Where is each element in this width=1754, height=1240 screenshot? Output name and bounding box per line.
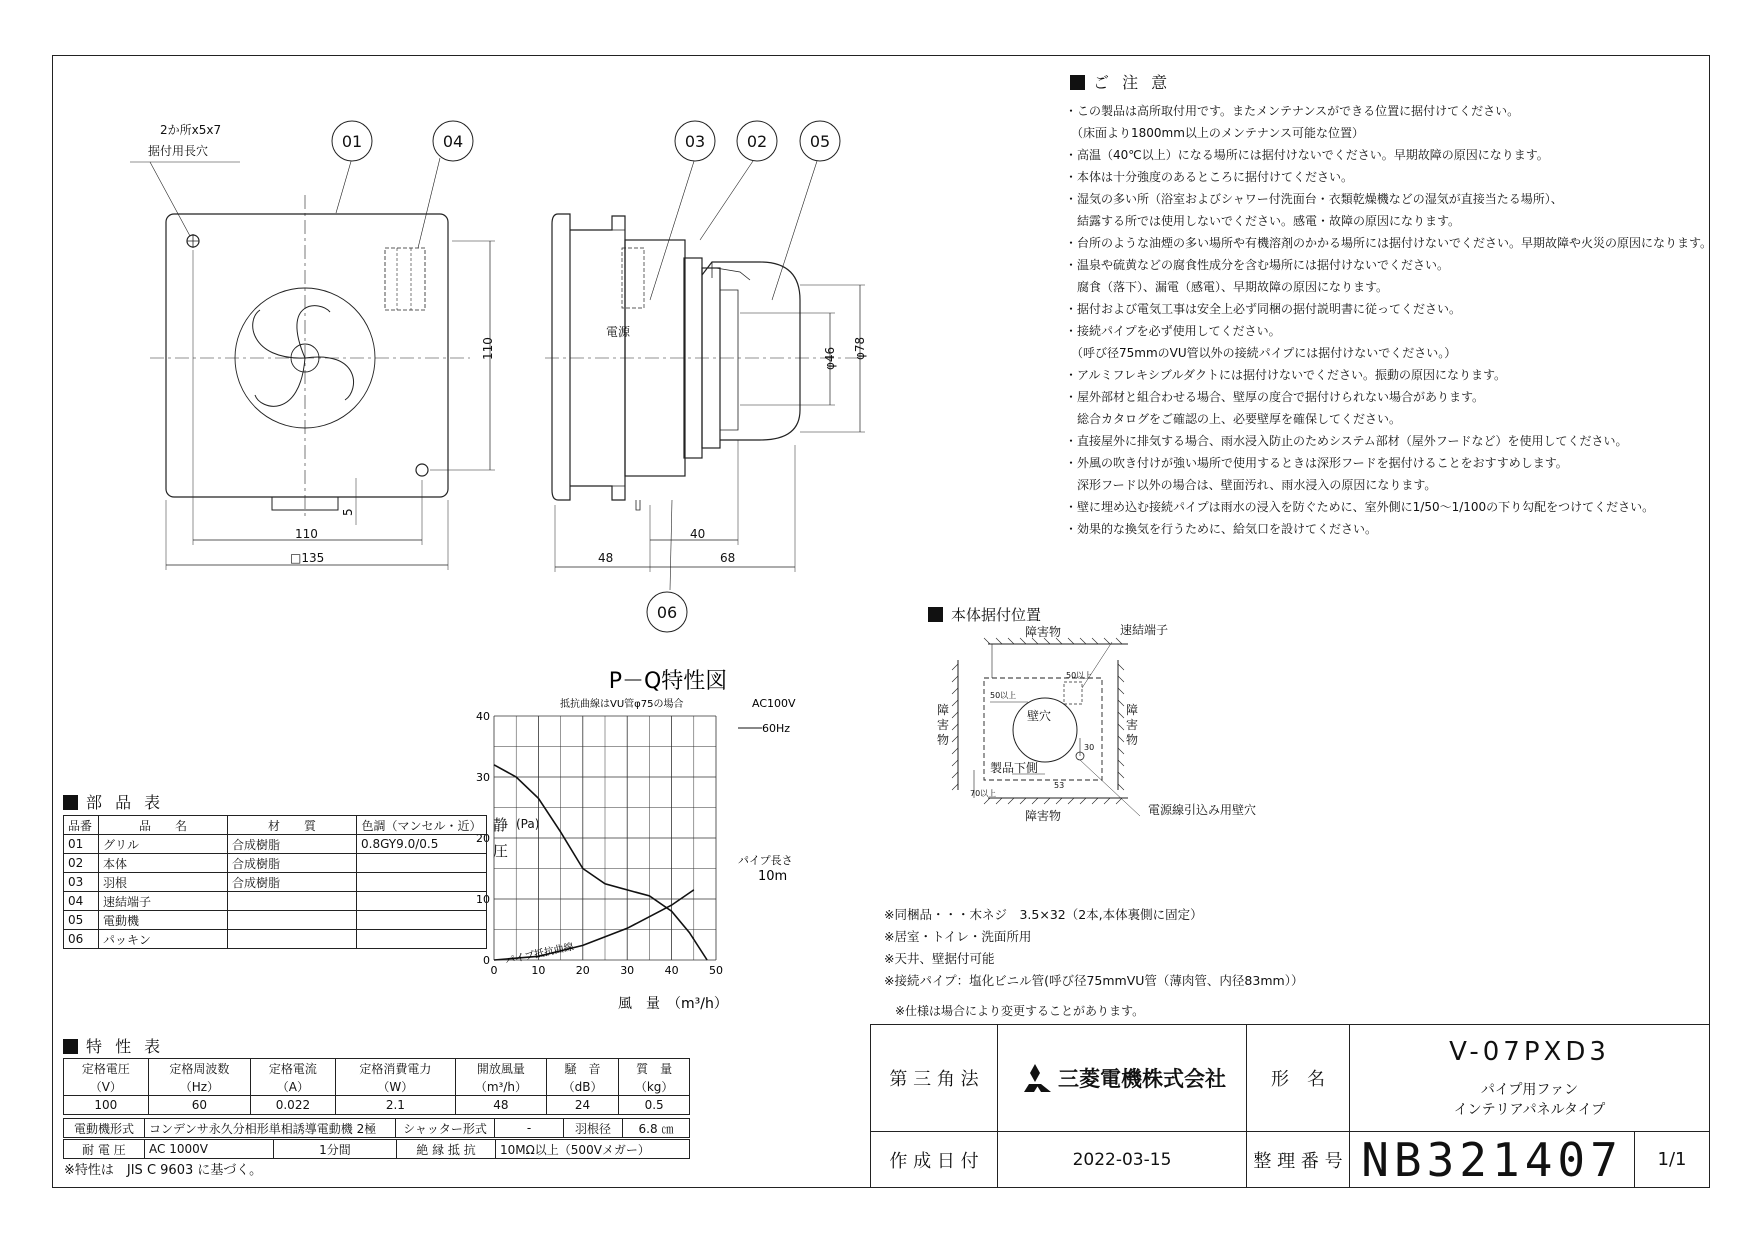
dim-48: 48 — [598, 551, 614, 565]
callout-05: 05 — [809, 132, 831, 151]
parts-h0: 品番 — [64, 816, 99, 835]
parts-row — [64, 854, 487, 873]
shutter-label: シャッター形式 — [396, 1119, 495, 1138]
caution-line: ・台所のような油煙の多い場所や有機溶剤のかかる場所には据付けないでください。早期故障や火災の原因になります。 — [1065, 236, 1713, 250]
spec-header: 定格消費電力 — [335, 1059, 455, 1078]
connector-label: 速結端子 — [1120, 623, 1169, 637]
dim-30: 30 — [1084, 743, 1095, 752]
parts-cell: 電動機 — [99, 911, 228, 930]
dim-68: 68 — [720, 551, 736, 565]
spec-header-unit: （kg） — [619, 1077, 690, 1096]
dim-53: 53 — [1054, 781, 1065, 790]
caution-line: 総合カタログをご確認の上、必要壁厚を確保してください。 — [1065, 412, 1402, 426]
parts-h3: 色調（マンセル・近） — [357, 816, 487, 835]
spec-table-extra2 — [63, 1139, 690, 1159]
date-label-cell: 作 成 日 付 — [870, 1131, 998, 1188]
withstand-label: 耐 電 圧 — [64, 1140, 145, 1159]
spec-note: ※特性は JIS C 9603 に基づく。 — [64, 1163, 263, 1178]
caution-line: ・外風の吹き付けが強い場所で使用するときは深形フードを据付けることをおすすめします。 — [1065, 456, 1568, 470]
parts-h2: 材 質 — [228, 816, 357, 835]
caution-line: ・効果的な換気を行うために、給気口を設けてください。 — [1065, 522, 1378, 536]
spec-table — [63, 1058, 690, 1115]
spec-value: 0.5 — [619, 1096, 690, 1115]
spec-table-extra — [63, 1118, 690, 1138]
withstand-value: AC 1000V — [145, 1140, 274, 1159]
spec-header-unit: （dB） — [546, 1077, 619, 1096]
wall-hole-label: 壁穴 — [1027, 709, 1052, 723]
callout-02: 02 — [746, 132, 768, 151]
spec-value: 2.1 — [335, 1096, 455, 1115]
parts-table — [63, 815, 487, 949]
spec-change-note: ※仕様は場合により変更することがあります。 — [895, 1004, 1145, 1018]
parts-cell: パッキン — [99, 930, 228, 949]
parts-cell: 06 — [64, 930, 99, 949]
parts-cell: グリル — [99, 835, 228, 854]
parts-row — [64, 873, 487, 892]
spec-value: 100 — [64, 1096, 149, 1115]
number-label-cell: 整 理 番 号 — [1246, 1131, 1350, 1188]
caution-line: （呼び径75mmのVU管以外の接続パイプには据付けないでください。） — [1065, 346, 1457, 360]
dim-135: □135 — [290, 551, 325, 565]
parts-cell: 04 — [64, 892, 99, 911]
obstacle-right: 障害物 — [1126, 703, 1139, 747]
obstacle-top: 障害物 — [1025, 625, 1062, 639]
pq-fan-curve — [494, 765, 707, 960]
dim-40: 40 — [690, 527, 706, 541]
pq-chart — [470, 660, 830, 1020]
spec-header-unit: （Hz） — [148, 1077, 250, 1096]
blade-label: 羽根径 — [564, 1119, 623, 1138]
spec-header-unit: （W） — [335, 1077, 455, 1096]
caution-line: ・湿気の多い所（浴室およびシャワー付洗面台・衣類乾燥機などの湿気が直接当たる場所）、 — [1065, 192, 1563, 206]
withstand-time: 1分間 — [274, 1140, 397, 1159]
pq-xtick: 0 — [490, 964, 498, 977]
shutter-value: - — [495, 1119, 564, 1138]
projection-cell: 第 三 角 法 — [870, 1024, 998, 1132]
pq-xtick: 10 — [531, 964, 546, 977]
motor-label: 電動機形式 — [64, 1119, 145, 1138]
caution-line: 結露する所では使用しないでください。感電・故障の原因になります。 — [1065, 214, 1461, 228]
caution-line: 深形フード以外の場合は、壁面汚れ、雨水浸入の原因になります。 — [1065, 478, 1437, 492]
dim-70: 70以上 — [970, 789, 997, 798]
pq-xlabel: 風 量 （m³/h） — [618, 996, 728, 1012]
spec-header: 騒 音 — [546, 1059, 619, 1078]
power-label: 電源 — [606, 325, 631, 339]
pq-note: 抵抗曲線はVU管φ75の場合 — [560, 699, 684, 710]
parts-cell — [357, 930, 487, 949]
pq-legend: 60Hz — [762, 722, 791, 735]
mitsubishi-logo-icon — [1018, 1063, 1052, 1093]
model-desc1: パイプ用ファン — [1480, 1082, 1579, 1098]
pq-pipe-length-label: パイプ長さ — [738, 854, 793, 867]
parts-row — [64, 835, 487, 854]
parts-cell — [357, 873, 487, 892]
pq-xtick: 20 — [575, 964, 590, 977]
caution-line: ・接続パイプを必ず使用してください。 — [1065, 324, 1281, 338]
caution-line: ・温泉や硫黄などの腐食性成分を含む場所には据付けないでください。 — [1065, 258, 1450, 272]
pq-pipe-curve-label: パイプ抵抗曲線 — [504, 941, 575, 967]
obstacle-bottom: 障害物 — [1025, 809, 1062, 823]
parts-cell: 02 — [64, 854, 99, 873]
model-number: V-07PXD3 — [1449, 1037, 1610, 1067]
pq-ytick: 40 — [476, 710, 490, 723]
install-diagram — [930, 620, 1260, 840]
parts-cell — [228, 911, 357, 930]
caution-line: ・据付および電気工事は安全上必ず同梱の据付説明書に従ってください。 — [1065, 302, 1462, 316]
spec-header-unit: （m³/h） — [456, 1077, 547, 1096]
spec-header: 質 量 — [619, 1059, 690, 1078]
spec-header-unit: （V） — [64, 1077, 149, 1096]
parts-cell: 03 — [64, 873, 99, 892]
pq-ytick: 0 — [483, 954, 490, 967]
model-cell — [1349, 1024, 1710, 1132]
spec-header: 定格周波数 — [148, 1059, 250, 1078]
obstacle-left: 障害物 — [937, 703, 950, 747]
callout-06: 06 — [656, 603, 678, 622]
motor-value: コンデンサ永久分相形単相誘導電動機 2極 — [145, 1119, 396, 1138]
page-cell: 1/1 — [1634, 1131, 1710, 1188]
insulation-label: 絶 縁 抵 抗 — [397, 1140, 496, 1159]
pq-pipe-curve — [494, 890, 694, 960]
cautions-title: ご 注 意 — [1070, 70, 1171, 93]
parts-cell: 0.8GY9.0/0.5 — [357, 835, 487, 854]
parts-row — [64, 911, 487, 930]
parts-cell: 01 — [64, 835, 99, 854]
insulation-value: 10MΩ以上（500Vメガー） — [496, 1140, 690, 1159]
parts-cell: 本体 — [99, 854, 228, 873]
caution-line: ・この製品は高所取付用です。またメンテナンスができる位置に据付けてください。 — [1065, 104, 1520, 118]
dim-phi46: φ46 — [823, 346, 837, 370]
pq-ytick: 30 — [476, 771, 490, 784]
spec-value: 48 — [456, 1096, 547, 1115]
caution-line: （床面より1800mm以上のメンテナンス可能な位置） — [1065, 126, 1364, 140]
spec-value: 0.022 — [251, 1096, 336, 1115]
parts-row — [64, 892, 487, 911]
caution-line: ・屋外部材と組合わせる場合、壁厚の度合で据付けられない場合があります。 — [1065, 390, 1485, 404]
parts-row — [64, 930, 487, 949]
dim-phi78: φ78 — [853, 336, 867, 360]
date-cell: 2022-03-15 — [997, 1131, 1247, 1188]
caution-line: ・壁に埋め込む接続パイプは雨水の浸入を防ぐために、室外側に1/50～1/100の下り勾配をつけてください。 — [1065, 500, 1655, 514]
parts-cell: 合成樹脂 — [228, 873, 357, 892]
parts-cell: 05 — [64, 911, 99, 930]
number-cell: NB321407 — [1349, 1131, 1635, 1188]
pq-title: P－Q特性図 — [608, 669, 728, 694]
callout-04: 04 — [442, 132, 464, 151]
parts-cell — [357, 911, 487, 930]
spec-value: 24 — [546, 1096, 619, 1115]
pq-xtick: 50 — [709, 964, 723, 977]
spec-header-unit: （A） — [251, 1077, 336, 1096]
dim-5: 5 — [341, 508, 355, 516]
dim-110-h: 110 — [295, 527, 318, 541]
company-cell: 三菱電機株式会社 — [997, 1024, 1247, 1132]
parts-cell — [228, 892, 357, 911]
title-block — [870, 1024, 1710, 1188]
dim-50a: 50以上 — [990, 691, 1017, 700]
power-hole-label: 電源線引込み用壁穴 — [1148, 803, 1257, 817]
model-label-cell: 形 名 — [1246, 1024, 1350, 1132]
spec-header: 定格電圧 — [64, 1059, 149, 1078]
parts-cell: 羽根 — [99, 873, 228, 892]
pq-xtick: 30 — [620, 964, 635, 977]
slot-note-1: 2か所x5x7 — [160, 123, 222, 137]
parts-h1: 品 名 — [99, 816, 228, 835]
caution-line: ・直接屋外に排気する場合、雨水浸入防止のためシステム部材（屋外フードなど）を使用してください。 — [1065, 434, 1628, 448]
pq-ytick: 10 — [476, 893, 490, 906]
parts-cell — [357, 854, 487, 873]
callout-03: 03 — [684, 132, 706, 151]
blade-value: 6.8 ㎝ — [623, 1119, 690, 1138]
product-bottom-label: 製品下側 — [990, 761, 1039, 775]
caution-line: ・本体は十分強度のあるところに据付けてください。 — [1065, 170, 1354, 184]
spec-value: 60 — [148, 1096, 250, 1115]
pq-ylabel-unit: (Pa) — [516, 817, 540, 831]
pq-pipe-length-value: 10m — [758, 869, 788, 884]
slot-note-2: 据付用長穴 — [148, 144, 209, 158]
pq-ytick: 20 — [476, 832, 490, 845]
callout-01: 01 — [341, 132, 363, 151]
model-desc2: インテリアパネルタイプ — [1453, 1102, 1606, 1118]
parts-cell: 速結端子 — [99, 892, 228, 911]
install-title: 本体据付位置 — [928, 604, 1041, 625]
caution-line: ・高温（40℃以上）になる場所には据付けないでください。早期故障の原因になります。 — [1065, 148, 1549, 162]
parts-cell: 合成樹脂 — [228, 854, 357, 873]
pq-xtick: 40 — [664, 964, 679, 977]
fan-drawing — [0, 0, 880, 640]
spec-title: 特 性 表 — [63, 1034, 164, 1057]
caution-line: ・アルミフレキシブルダクトには据付けないでください。振動の原因になります。 — [1065, 368, 1507, 382]
spec-header: 開放風量 — [456, 1059, 547, 1078]
dim-110-v: 110 — [481, 337, 495, 360]
cautions-list — [1065, 100, 1712, 540]
parts-cell — [357, 892, 487, 911]
pq-voltage: AC100V — [752, 697, 796, 710]
caution-line: 腐食（落下）、漏電（感電）、早期故障の原因になります。 — [1065, 280, 1389, 294]
pq-ylabel-main: 静圧 — [493, 816, 509, 860]
accessory-notes: ※同梱品・・・木ネジ 3.5×32（2本,本体裏側に固定） ※居室・トイレ・洗面所用 ※天井、壁据付可能 ※接続パイプ：塩化ビニル管(呼び径75mmVU管（薄肉管、内径83mm）） — [884, 907, 1304, 988]
parts-cell: 合成樹脂 — [228, 835, 357, 854]
dim-50b: 50以上 — [1066, 671, 1093, 680]
spec-header: 定格電流 — [251, 1059, 336, 1078]
parts-cell — [228, 930, 357, 949]
parts-title: 部 品 表 — [63, 790, 164, 813]
